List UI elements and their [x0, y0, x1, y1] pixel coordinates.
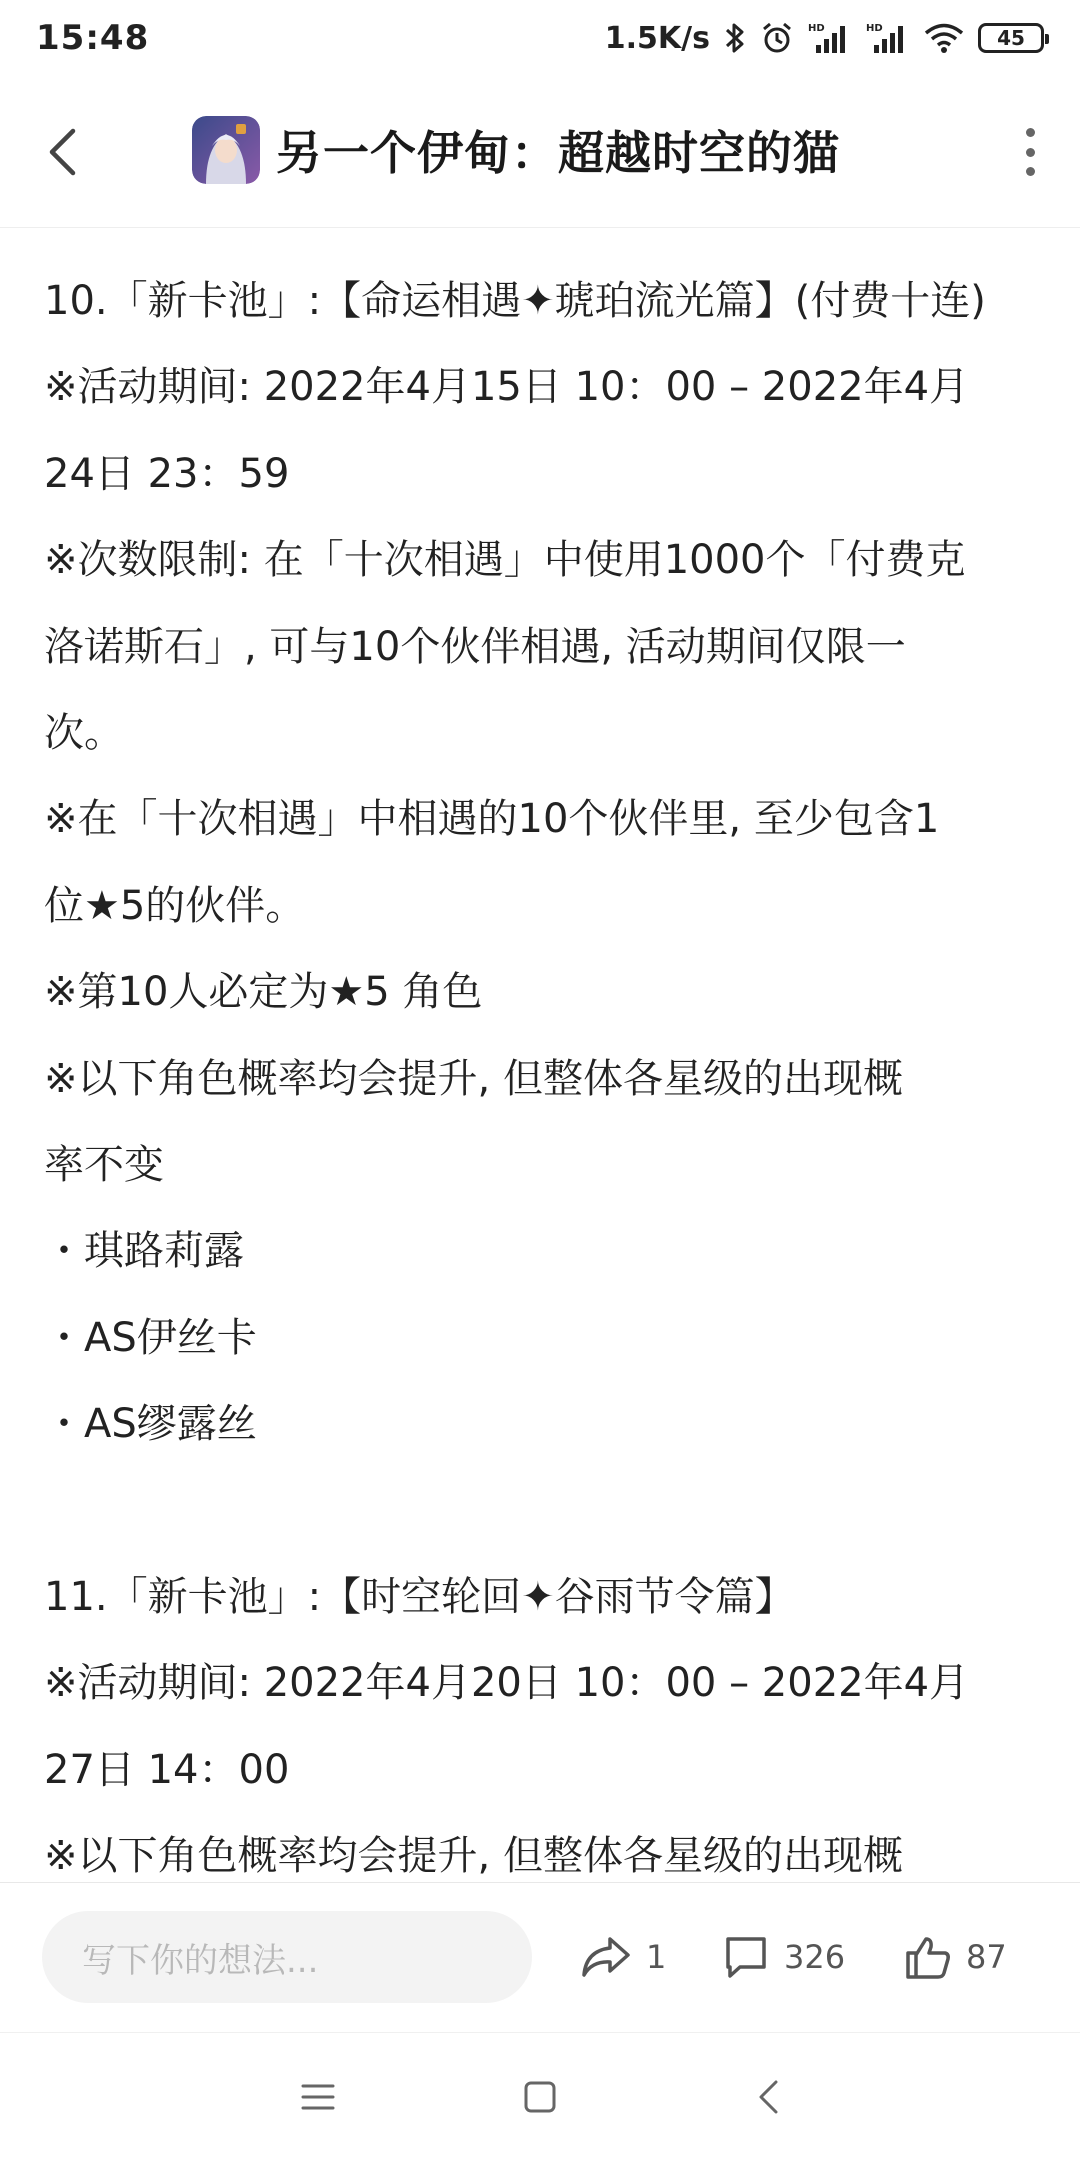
back-arrow-icon: [47, 127, 77, 177]
hd-signal-icon: [866, 21, 910, 55]
more-vertical-icon: [1026, 128, 1035, 137]
comment-icon: [722, 1933, 770, 1981]
hd-signal-icon: [808, 21, 852, 55]
battery-level: 45: [997, 26, 1025, 50]
article-line: ・琪路莉露: [44, 1228, 244, 1275]
action-bar: [0, 1882, 1080, 2032]
like-count: 87: [966, 1938, 1007, 1976]
comment-input[interactable]: [42, 1911, 532, 2003]
comment-button[interactable]: [722, 1921, 845, 1993]
article-line: 10.「新卡池」:【命运相遇✦琥珀流光篇】(付费十连): [44, 278, 986, 324]
article-line: 11.「新卡池」:【时空轮回✦谷雨节令篇】: [44, 1573, 795, 1620]
alarm-icon: [760, 21, 794, 55]
battery-icon: [978, 23, 1044, 53]
article-line: 洛诺斯石」, 可与10个伙伴相遇, 活动期间仅限一: [44, 623, 906, 670]
home-square-icon: [523, 2080, 557, 2114]
home-button[interactable]: [510, 2067, 570, 2127]
status-indicators: [605, 21, 1044, 56]
more-options-button[interactable]: [1020, 128, 1040, 176]
header-title-group[interactable]: [192, 116, 840, 184]
comment-count: 326: [784, 1938, 846, 1976]
article-line: ※第10人必定为★5 角色: [44, 969, 483, 1016]
article-blank-line: [44, 1467, 1044, 1553]
network-speed: 1.5K/s: [604, 20, 710, 56]
chevron-left-icon: [756, 2079, 780, 2115]
thumbs-up-icon: [904, 1933, 952, 1981]
article-line: ・AS伊丝卡: [44, 1314, 257, 1361]
article-line: ・AS缪露丝: [44, 1401, 257, 1448]
article-line: ※活动期间: 2022年4月20日 10：00 – 2022年4月: [44, 1660, 970, 1707]
recent-apps-button[interactable]: [288, 2067, 348, 2127]
game-app-icon: [192, 116, 260, 184]
comment-placeholder: 写下你的想法...: [82, 1940, 319, 1981]
more-vertical-icon: [1026, 148, 1035, 157]
wifi-icon: [924, 22, 964, 54]
article-line: 位★5的伙伴。: [44, 882, 306, 929]
article-body: [44, 258, 1044, 1882]
share-icon: [580, 1933, 632, 1981]
svg-text:HD: HD: [808, 23, 825, 34]
article-line: ※活动期间: 2022年4月15日 10：00 – 2022年4月: [44, 364, 970, 411]
article-line: ※以下角色概率均会提升, 但整体各星级的出现概: [44, 1833, 903, 1880]
back-button[interactable]: [36, 120, 88, 184]
article-line: 次。: [44, 709, 124, 756]
header-bar: [0, 76, 1080, 228]
page-title: 另一个伊甸：超越时空的猫: [276, 126, 840, 180]
system-back-button[interactable]: [738, 2067, 798, 2127]
article-line: 率不变: [44, 1141, 164, 1188]
article-line: 24日 23：59: [44, 450, 290, 497]
article-line: ※以下角色概率均会提升, 但整体各星级的出现概: [44, 1055, 903, 1102]
like-button[interactable]: [904, 1921, 1007, 1993]
article-line: 27日 14：00: [44, 1746, 290, 1793]
system-nav-bar: [0, 2032, 1080, 2160]
share-count: 1: [646, 1938, 667, 1976]
menu-icon: [301, 2082, 335, 2112]
share-button[interactable]: [580, 1921, 666, 1993]
status-bar: [0, 0, 1080, 76]
status-time: 15:48: [36, 18, 150, 58]
article-line: ※在「十次相遇」中相遇的10个伙伴里, 至少包含1: [44, 796, 940, 843]
article-line: ※次数限制: 在「十次相遇」中使用1000个「付费克: [44, 537, 966, 584]
bluetooth-icon: [724, 21, 746, 55]
svg-text:HD: HD: [866, 23, 883, 34]
more-vertical-icon: [1026, 167, 1035, 176]
